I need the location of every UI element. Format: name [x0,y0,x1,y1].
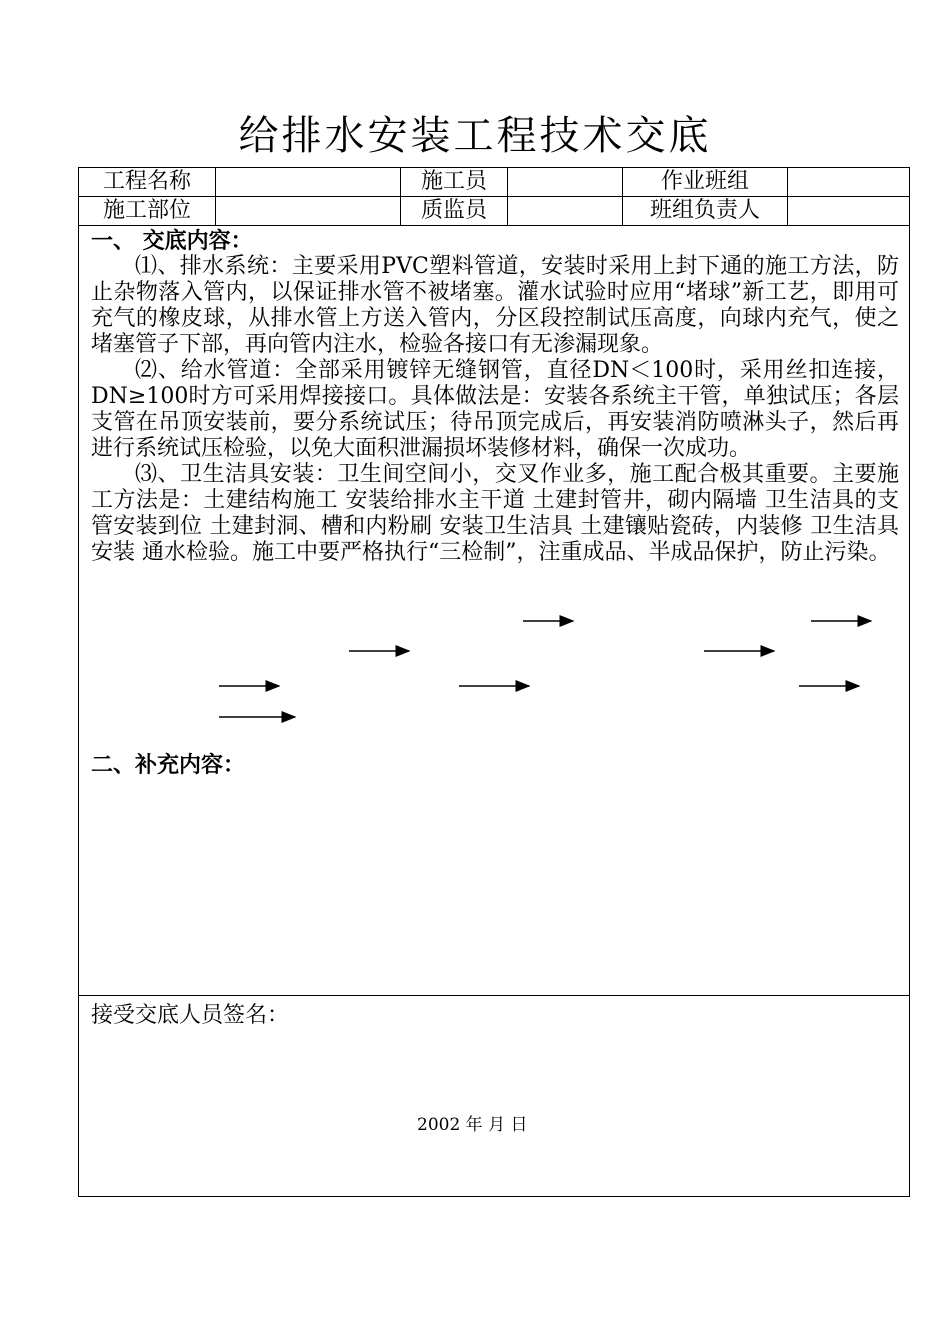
signature-date[interactable]: 2002 年 月 日 [417,1115,528,1135]
process-arrows [79,226,909,996]
section-1-heading: 一、 交底内容： [91,228,253,254]
project-name-label: 工程名称 [102,169,191,194]
construction-part-value[interactable] [216,197,400,225]
water-supply-paragraph: ⑵、给水管道：全部采用镀锌无缝钢管，直径DN＜100时，采用丝扣连接，DN≥100时方可采用焊接接口。具体做法是：安装各系统主干管，单独试压；各层支管在吊顶安装前，要分系统试压；待吊顶完成后，再安装消防喷淋头子，然后再进行系统试压检验，以免大面积泄漏损坏装修材料，确保一次成功。 [91,358,899,461]
header-row-1 [79,168,909,197]
header-divider [507,168,508,226]
header-divider [622,168,623,226]
header-divider [215,168,216,226]
team-leader-value[interactable] [788,197,909,225]
project-name-value[interactable] [216,168,400,196]
sanitary-fixture-paragraph: ⑶、卫生洁具安装：卫生间空间小，交叉作业多，施工配合极其重要。主要施工方法是：土建结构施工 安装给排水主干道 土建封管井，砌内隔墙 卫生洁具的支管安装到位 土建封洞、槽和内粉刷 安装卫生洁具 土建镶贴瓷砖，内装修 卫生洁具安装 通水检验。施工中要严格执行“三检制”，注重成品、半成品保护，防止污染。 [91,462,899,565]
disclosure-form [78,167,910,1197]
construction-part-label: 施工部位 [102,198,191,223]
quality-inspector-value[interactable] [508,197,622,225]
team-leader-label: 班组负责人 [649,198,760,223]
constructor-value[interactable] [508,168,622,196]
disclosure-content [79,226,909,996]
document-title: 给排水安装工程技术交底 [238,113,712,159]
drainage-paragraph: ⑴、排水系统：主要采用PVC塑料管道，安装时采用上封下通的施工方法，防止杂物落入管内，以保证排水管不被堵塞。灌水试验时应用“堵球”新工艺，即用可充气的橡皮球，从排水管上方送入管内，分区段控制试压高度，向球内充气，使之堵塞管子下部，再向管内注水，检验各接口有无渗漏现象。 [91,254,899,357]
section-2-heading: 二、补充内容： [91,752,246,778]
quality-inspector-label: 质监员 [420,198,487,223]
header-divider [787,168,788,226]
work-team-value[interactable] [788,168,909,196]
work-team-label: 作业班组 [660,169,749,194]
constructor-label: 施工员 [420,169,487,194]
signature-area [79,996,909,1196]
header-row-2 [79,197,909,226]
header-divider [400,168,401,226]
signature-label: 接受交底人员签名： [91,1003,290,1028]
